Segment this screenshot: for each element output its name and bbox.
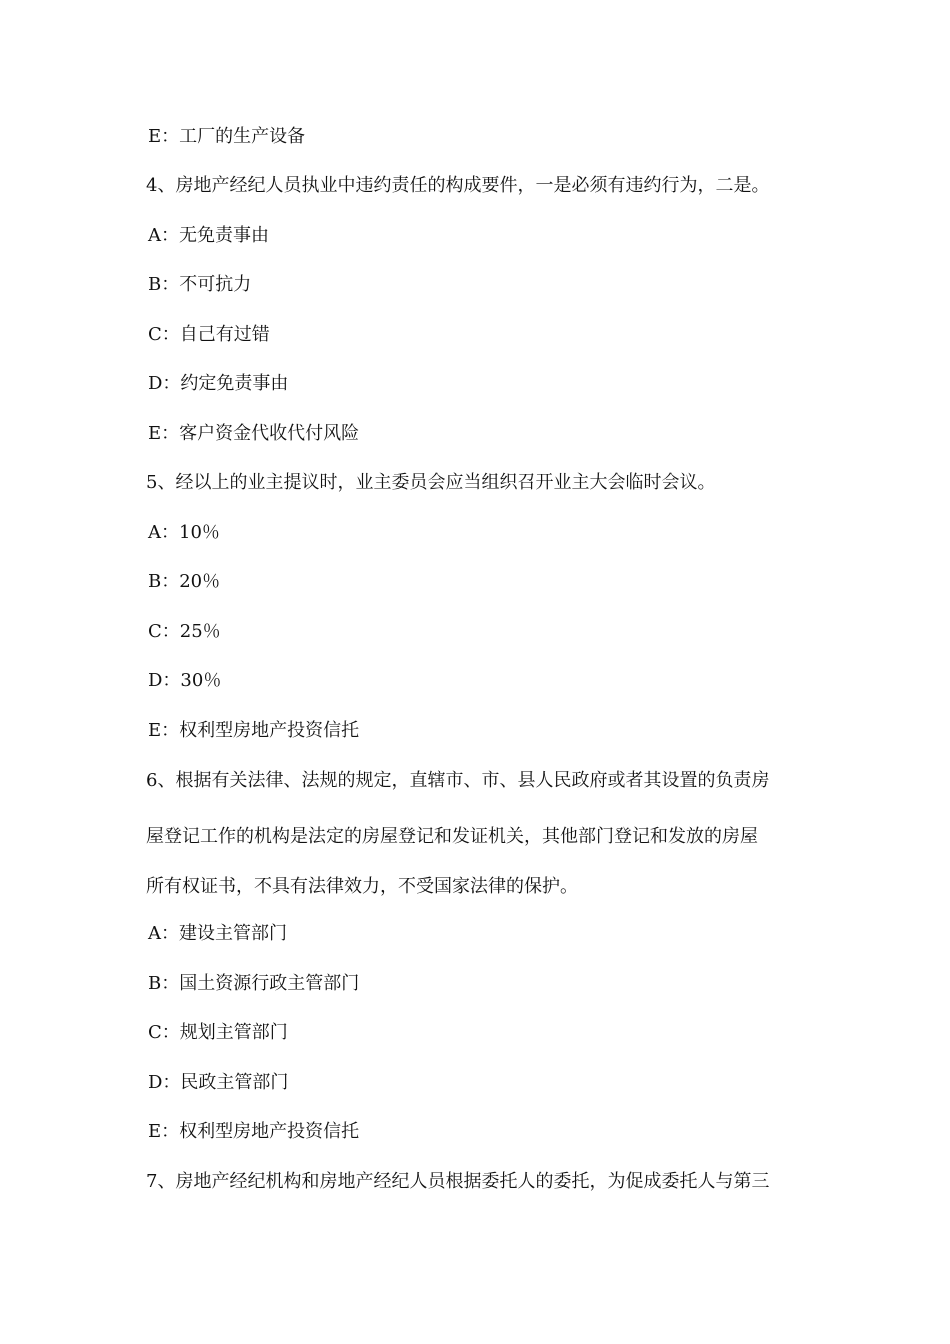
option-e: E：权利型房地产投资信托 [148, 1121, 360, 1142]
question-7-line-1: 7、房地产经纪机构和房地产经纪人员根据委托人的委托，为促成委托人与第三 [146, 1171, 770, 1192]
option-b: B：20％ [148, 571, 221, 592]
option-b: B：国土资源行政主管部门 [148, 973, 360, 994]
option-b: B：不可抗力 [148, 274, 252, 295]
option-e: E：权利型房地产投资信托 [148, 720, 360, 741]
option-d: D：民政主管部门 [148, 1072, 289, 1093]
option-c: C：规划主管部门 [148, 1022, 288, 1043]
option-a: A：无免责事由 [148, 225, 269, 246]
option-a: A：10％ [148, 522, 220, 543]
question-6-line-2: 屋登记工作的机构是法定的房屋登记和发证机关，其他部门登记和发放的房屋 [146, 826, 758, 847]
option-e: E：客户资金代收代付风险 [148, 423, 360, 444]
question-6-line-1: 6、根据有关法律、法规的规定，直辖市、市、县人民政府或者其设置的负责房 [146, 770, 770, 791]
option-a: A：建设主管部门 [148, 923, 287, 944]
option-4e-prev: E：工厂的生产设备 [148, 126, 306, 147]
question-5: 5、经以上的业主提议时，业主委员会应当组织召开业主大会临时会议。 [146, 472, 716, 493]
option-d: D：30％ [148, 670, 222, 691]
question-4: 4、房地产经纪人员执业中违约责任的构成要件，一是必须有违约行为，二是。 [146, 175, 770, 196]
option-c: C：25％ [148, 621, 221, 642]
option-d: D：约定免责事由 [148, 373, 289, 394]
option-c: C：自己有过错 [148, 324, 270, 345]
question-6-line-3: 所有权证书，不具有法律效力，不受国家法律的保护。 [146, 876, 578, 897]
